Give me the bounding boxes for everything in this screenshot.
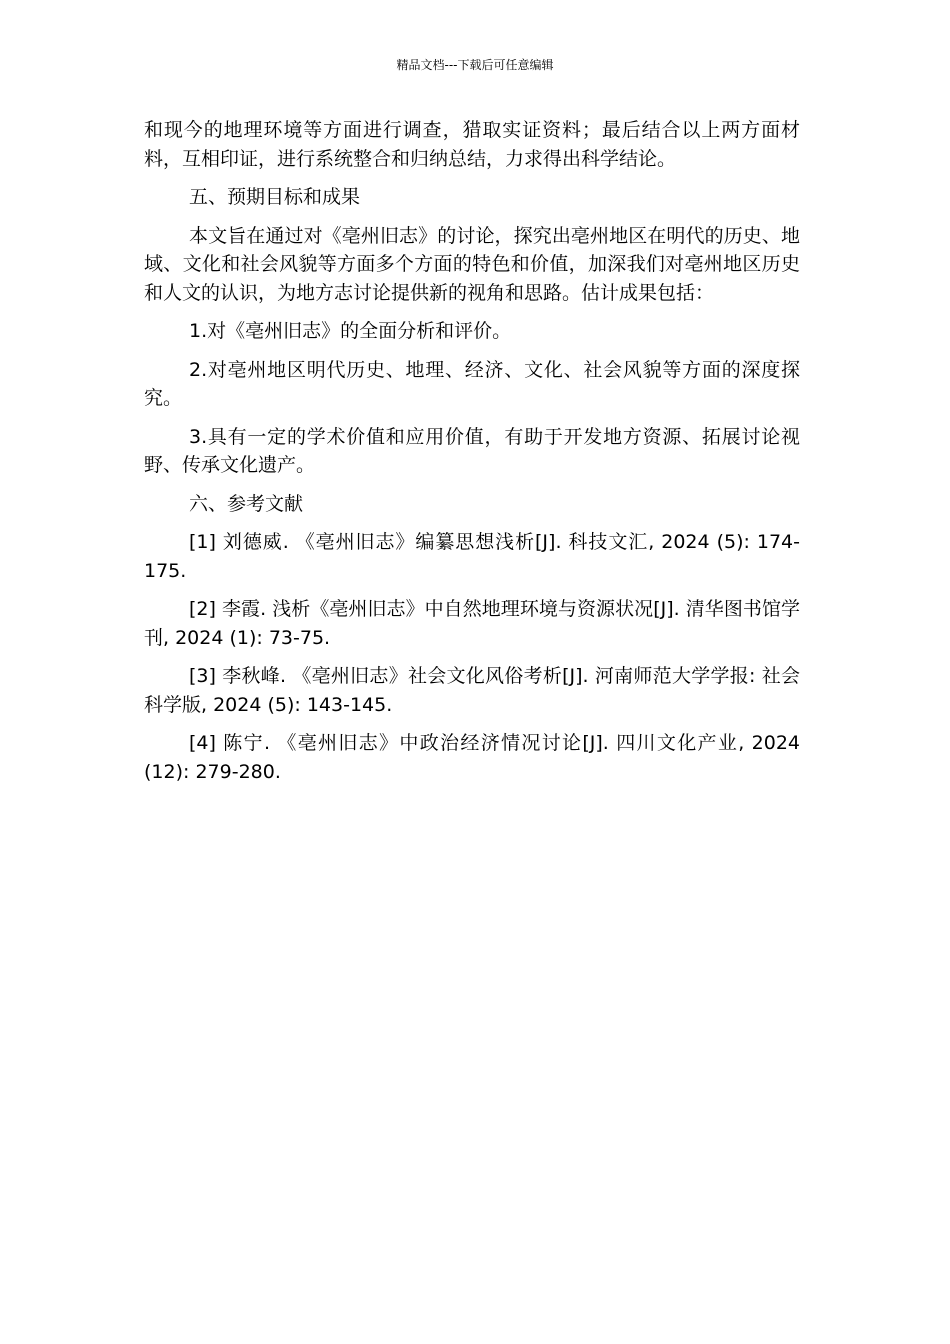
list-item-outcome-2: 2.对亳州地区明代历史、地理、经济、文化、社会风貌等方面的深度探究。 — [144, 358, 800, 409]
list-item-outcome-1: 1.对《亳州旧志》的全面分析和评价。 — [189, 320, 512, 342]
section-heading-goals: 五、预期目标和成果 — [189, 186, 361, 208]
reference-item-4: [4] 陈宁. 《亳州旧志》中政治经济情况讨论[J]. 四川文化产业, 2024 (12): 279-280. — [144, 732, 800, 783]
page-header: 精品文档---下载后可任意编辑 — [396, 58, 554, 72]
section-heading-references: 六、参考文献 — [189, 492, 304, 515]
reference-item-3: [3] 李秋峰. 《亳州旧志》社会文化风俗考析[J]. 河南师范大学学报: 社会科学版, 2024 (5): 143-145. — [144, 665, 800, 716]
reference-item-1: [1] 刘德威. 《亳州旧志》编纂思想浅析[J]. 科技文汇, 2024 (5): 174-175. — [144, 531, 800, 582]
paragraph-continued: 和现今的地理环境等方面进行调查，猎取实证资料；最后结合以上两方面材料，互相印证，进行系统整合和归纳总结，力求得出科学结论。 — [144, 119, 800, 170]
document-body — [144, 116, 800, 796]
list-item-outcome-3: 3.具有一定的学术价值和应用价值，有助于开发地方资源、拓展讨论视野、传承文化遗产。 — [144, 425, 800, 476]
reference-item-2: [2] 李霞. 浅析《亳州旧志》中自然地理环境与资源状况[J]. 清华图书馆学刊, 2024 (1): 73-75. — [144, 598, 800, 649]
paragraph-goals: 本文旨在通过对《亳州旧志》的讨论，探究出亳州地区在明代的历史、地域、文化和社会风貌等方面多个方面的特色和价值，加深我们对亳州地区历史和人文的认识，为地方志讨论提供新的视角和思路。估计成果包括： — [144, 224, 800, 304]
